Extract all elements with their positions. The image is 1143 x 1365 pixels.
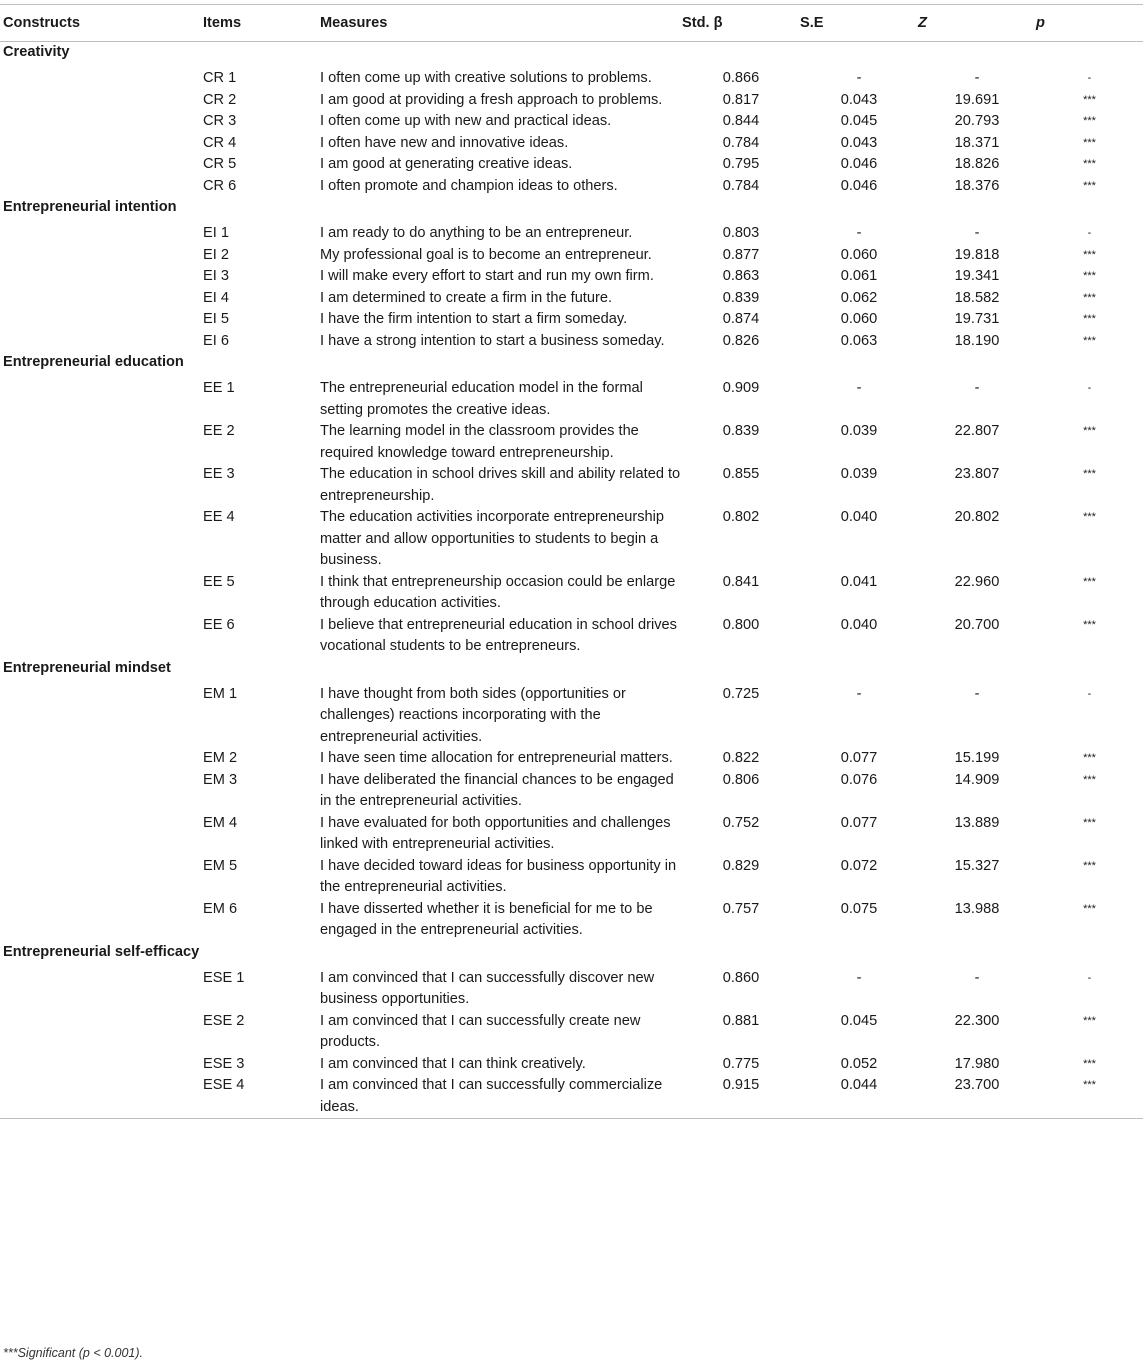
construct-row	[0, 197, 1143, 223]
item-code: EM 5	[203, 857, 238, 874]
table-footnote: ***Significant (p < 0.001).	[3, 1346, 144, 1360]
z-value: 17.980	[954, 1055, 1000, 1072]
z-value: 19.691	[954, 91, 1000, 108]
se-value: -	[856, 225, 862, 241]
std-beta-value: 0.752	[722, 814, 760, 831]
z-value: 20.802	[954, 509, 1000, 525]
z-value: -	[974, 225, 980, 241]
construct-cell	[0, 133, 203, 155]
z-value: -	[974, 70, 980, 86]
item-code: CR 4	[203, 134, 237, 151]
measure-text: I have evaluated for both opportunities and challenges linked with entrepreneurial activities.	[320, 814, 671, 852]
item-code: EM 6	[203, 900, 238, 917]
std-beta-value: 0.803	[722, 225, 760, 241]
item-code: CR 6	[203, 177, 237, 194]
p-value: ***	[1083, 158, 1096, 170]
header-z: Z	[918, 5, 1036, 42]
measure-text: I have disserted whether it is beneficial for me to be engaged in the entrepreneurial activities.	[320, 900, 653, 938]
std-beta-value: 0.839	[722, 289, 760, 306]
table-body	[0, 42, 1143, 1119]
p-value: ***	[1036, 1075, 1143, 1119]
se-value: 0.039	[840, 423, 878, 439]
table-row	[0, 1011, 1143, 1054]
p-value: ***	[1083, 179, 1096, 192]
table-row	[0, 748, 1143, 770]
se-value: 0.062	[840, 289, 878, 306]
table-row	[0, 813, 1143, 856]
measure-text: I have seen time allocation for entrepreneurial matters.	[320, 750, 673, 766]
measure-text: I believe that entrepreneurial education in school drives vocational students to be entrepreneurs.	[320, 616, 677, 654]
item-code: CR 1	[203, 70, 237, 86]
z-value: 23.700	[918, 1075, 1036, 1119]
construct-name: Entrepreneurial education	[3, 354, 184, 370]
construct-cell	[0, 572, 203, 615]
table-row	[0, 245, 1143, 267]
construct-cell	[0, 331, 203, 353]
p-value: ***	[1083, 1014, 1096, 1027]
se-value: 0.043	[840, 91, 878, 108]
item-code: EE 1	[203, 380, 235, 396]
measure-text: I often have new and innovative ideas.	[320, 134, 569, 151]
construct-cell	[0, 770, 203, 813]
measure-text: I am convinced that I can think creatively.	[320, 1055, 586, 1072]
header-row	[0, 5, 1143, 42]
se-value: -	[856, 70, 862, 86]
std-beta-value: 0.826	[722, 332, 760, 349]
header-se: S.E	[800, 5, 918, 42]
item-code: CR 2	[203, 91, 237, 108]
measure-text: My professional goal is to become an entrepreneur.	[320, 246, 652, 263]
construct-cell	[0, 309, 203, 331]
table-row	[0, 856, 1143, 899]
item-code: EE 5	[203, 573, 235, 590]
std-beta-value: 0.844	[722, 113, 760, 129]
item-code: EE 3	[203, 466, 235, 482]
z-value: 20.700	[954, 616, 1000, 633]
item-code: EE 4	[203, 509, 235, 525]
table-row	[0, 684, 1143, 749]
std-beta-value: 0.915	[682, 1075, 800, 1119]
item-code: ESE 4	[203, 1075, 320, 1119]
construct-cell	[0, 813, 203, 856]
table-row	[0, 899, 1143, 942]
measure-text: The learning model in the classroom provides the required knowledge toward entrepreneurship.	[320, 423, 639, 461]
std-beta-value: 0.877	[722, 246, 760, 263]
p-value: -	[1087, 382, 1092, 394]
table-row	[0, 615, 1143, 658]
construct-cell	[0, 111, 203, 133]
z-value: -	[974, 969, 980, 986]
measure-text: I have the firm intention to start a firm someday.	[320, 311, 628, 327]
se-value: 0.052	[840, 1055, 878, 1072]
measure-text: I am good at generating creative ideas.	[320, 156, 573, 172]
z-value: 18.582	[954, 289, 1000, 306]
table-row	[0, 1054, 1143, 1076]
construct-cell	[0, 68, 203, 90]
construct-row	[0, 658, 1143, 684]
construct-cell	[0, 378, 203, 421]
table-row	[0, 111, 1143, 133]
table-row	[0, 90, 1143, 112]
se-value: 0.040	[840, 616, 878, 633]
se-value: 0.063	[840, 332, 878, 349]
construct-name: Creativity	[3, 44, 70, 60]
std-beta-value: 0.784	[722, 134, 760, 151]
std-beta-value: 0.866	[722, 70, 760, 86]
table-row	[0, 288, 1143, 310]
p-value: ***	[1083, 313, 1096, 325]
p-value: ***	[1083, 773, 1096, 786]
construct-cell	[0, 245, 203, 267]
z-value: 19.341	[954, 268, 1000, 284]
item-code: ESE 2	[203, 1012, 245, 1029]
z-value: 19.731	[954, 311, 1000, 327]
z-value: 22.300	[954, 1012, 1000, 1029]
item-code: CR 5	[203, 156, 237, 172]
header-p: p	[1036, 5, 1143, 42]
item-code: EI 3	[203, 268, 229, 284]
header-items: Items	[203, 5, 320, 42]
z-value: 18.190	[954, 332, 1000, 349]
p-value: ***	[1083, 291, 1096, 304]
construct-cell	[0, 856, 203, 899]
std-beta-value: 0.784	[722, 177, 760, 194]
construct-cell	[0, 1075, 203, 1119]
construct-cell	[0, 899, 203, 942]
z-value: 23.807	[954, 466, 1000, 482]
z-value: 22.807	[954, 423, 1000, 439]
measure-text: The entrepreneurial education model in the formal setting promotes the creative ideas.	[320, 380, 643, 418]
std-beta-value: 0.795	[722, 156, 760, 172]
se-value: 0.072	[840, 857, 878, 874]
z-value: 18.826	[954, 156, 1000, 172]
se-value: 0.046	[840, 177, 878, 194]
std-beta-value: 0.725	[722, 685, 760, 702]
measure-text: I am convinced that I can successfully commercialize ideas.	[320, 1075, 682, 1119]
std-beta-value: 0.802	[722, 509, 760, 525]
p-value: ***	[1083, 115, 1096, 127]
z-value: 22.960	[954, 573, 1000, 590]
construct-cell	[0, 1011, 203, 1054]
construct-cell	[0, 288, 203, 310]
construct-cell	[0, 464, 203, 507]
std-beta-value: 0.841	[722, 573, 760, 590]
construct-name: Entrepreneurial intention	[3, 199, 177, 215]
item-code: EI 1	[203, 225, 229, 241]
table-row	[0, 154, 1143, 176]
construct-row	[0, 942, 1143, 968]
item-code: EI 2	[203, 246, 229, 263]
table-row	[0, 1075, 1143, 1119]
measure-text: I have decided toward ideas for business opportunity in the entrepreneurial activities.	[320, 857, 677, 895]
z-value: 15.327	[954, 857, 1000, 874]
construct-cell	[0, 615, 203, 658]
std-beta-value: 0.839	[722, 423, 760, 439]
construct-cell	[0, 90, 203, 112]
construct-row	[0, 352, 1143, 378]
table-row	[0, 378, 1143, 421]
p-value: ***	[1083, 618, 1096, 631]
p-value: ***	[1083, 752, 1096, 764]
header-measures: Measures	[320, 5, 682, 42]
std-beta-value: 0.822	[722, 750, 760, 766]
measure-text: I will make every effort to start and run my own firm.	[320, 268, 654, 284]
z-value: 18.376	[954, 177, 1000, 194]
item-code: EI 5	[203, 311, 229, 327]
construct-cell	[0, 223, 203, 245]
construct-cell	[0, 684, 203, 749]
se-value: 0.045	[840, 113, 878, 129]
se-value: 0.060	[840, 311, 878, 327]
construct-cell	[0, 748, 203, 770]
std-beta-value: 0.860	[722, 969, 760, 986]
se-value: 0.061	[840, 268, 878, 284]
item-code: ESE 3	[203, 1055, 245, 1072]
measure-text: The education activities incorporate entrepreneurship matter and allow opportunities to students to begin a business.	[320, 509, 664, 568]
z-value: 18.371	[954, 134, 1000, 151]
se-value: 0.040	[840, 509, 878, 525]
se-value: 0.044	[800, 1075, 918, 1119]
se-value: 0.060	[840, 246, 878, 263]
table-row	[0, 309, 1143, 331]
p-value: ***	[1083, 859, 1096, 872]
p-value: -	[1087, 72, 1092, 84]
measure-text: I have deliberated the financial chances to be engaged in the entrepreneurial activities.	[320, 771, 674, 809]
z-value: 19.818	[954, 246, 1000, 263]
item-code: EM 1	[203, 685, 238, 702]
table-row	[0, 331, 1143, 353]
measure-text: I often promote and champion ideas to others.	[320, 177, 618, 194]
table-row	[0, 421, 1143, 464]
construct-name: Entrepreneurial mindset	[3, 659, 171, 676]
se-value: 0.046	[840, 156, 878, 172]
p-value: ***	[1083, 1057, 1096, 1070]
table-row	[0, 266, 1143, 288]
item-code: EE 6	[203, 616, 235, 633]
table-row	[0, 770, 1143, 813]
table-row	[0, 572, 1143, 615]
p-value: ***	[1083, 468, 1096, 480]
p-value: ***	[1083, 93, 1096, 106]
p-value: ***	[1083, 425, 1096, 437]
se-value: 0.077	[840, 750, 878, 766]
construct-cell	[0, 266, 203, 288]
table-row	[0, 507, 1143, 572]
se-value: -	[856, 685, 862, 702]
item-code: EM 4	[203, 814, 238, 831]
std-beta-value: 0.909	[722, 380, 760, 396]
se-value: 0.045	[840, 1012, 878, 1029]
p-value: -	[1087, 971, 1092, 984]
se-value: 0.041	[840, 573, 878, 590]
std-beta-value: 0.829	[722, 857, 760, 874]
header-std-beta: Std. β	[682, 5, 800, 42]
table-row	[0, 176, 1143, 198]
construct-row	[0, 42, 1143, 69]
table-row	[0, 223, 1143, 245]
se-value: 0.075	[840, 900, 878, 917]
construct-cell	[0, 1054, 203, 1076]
p-value: ***	[1083, 575, 1096, 588]
p-value: ***	[1083, 511, 1096, 523]
std-beta-value: 0.817	[722, 91, 760, 108]
std-beta-value: 0.863	[722, 268, 760, 284]
std-beta-value: 0.881	[722, 1012, 760, 1029]
se-value: 0.076	[840, 771, 878, 788]
p-value: ***	[1083, 270, 1096, 282]
item-code: EM 3	[203, 771, 238, 788]
header-constructs: Constructs	[0, 5, 203, 42]
se-value: 0.043	[840, 134, 878, 151]
construct-cell	[0, 176, 203, 198]
z-value: 13.889	[954, 814, 1000, 831]
z-value: 20.793	[954, 113, 1000, 129]
construct-cell	[0, 968, 203, 1011]
z-value: 15.199	[954, 750, 1000, 766]
z-value: 13.988	[954, 900, 1000, 917]
item-code: EI 4	[203, 289, 229, 306]
measure-text: I have a strong intention to start a business someday.	[320, 332, 665, 349]
loadings-table	[0, 4, 1143, 1119]
std-beta-value: 0.757	[722, 900, 760, 917]
p-value: ***	[1083, 334, 1096, 347]
se-value: -	[856, 380, 862, 396]
se-value: 0.039	[840, 466, 878, 482]
table-row	[0, 968, 1143, 1011]
z-value: 14.909	[954, 771, 1000, 788]
item-code: CR 3	[203, 113, 237, 129]
std-beta-value: 0.800	[722, 616, 760, 633]
p-value: ***	[1083, 248, 1096, 261]
item-code: EM 2	[203, 750, 238, 766]
z-value: -	[974, 380, 980, 396]
construct-name: Entrepreneurial self-efficacy	[3, 943, 200, 960]
std-beta-value: 0.775	[722, 1055, 760, 1072]
p-value: ***	[1083, 816, 1096, 829]
construct-cell	[0, 154, 203, 176]
measure-text: I am convinced that I can successfully discover new business opportunities.	[320, 969, 655, 1007]
table-row	[0, 464, 1143, 507]
measure-text: I often come up with new and practical ideas.	[320, 113, 612, 129]
table-row	[0, 68, 1143, 90]
p-value: -	[1087, 687, 1092, 700]
p-value: ***	[1083, 136, 1096, 149]
item-code: ESE 1	[203, 969, 245, 986]
measure-text: I think that entrepreneurship occasion could be enlarge through education activities.	[320, 573, 676, 611]
measure-text: I am determined to create a firm in the future.	[320, 289, 613, 306]
z-value: -	[974, 685, 980, 702]
std-beta-value: 0.874	[722, 311, 760, 327]
measure-text: I have thought from both sides (opportunities or challenges) reactions incorporating with the entrepreneurial activities.	[320, 685, 626, 745]
std-beta-value: 0.855	[722, 466, 760, 482]
se-value: 0.077	[840, 814, 878, 831]
table-row	[0, 133, 1143, 155]
construct-cell	[0, 421, 203, 464]
se-value: -	[856, 969, 862, 986]
std-beta-value: 0.806	[722, 771, 760, 788]
measure-text: I am convinced that I can successfully create new products.	[320, 1012, 641, 1050]
measure-text: I often come up with creative solutions to problems.	[320, 70, 652, 86]
measure-text: The education in school drives skill and ability related to entrepreneurship.	[320, 466, 681, 504]
measure-text: I am ready to do anything to be an entrepreneur.	[320, 225, 633, 241]
p-value: -	[1087, 227, 1092, 239]
item-code: EE 2	[203, 423, 235, 439]
item-code: EI 6	[203, 332, 229, 349]
measure-text: I am good at providing a fresh approach to problems.	[320, 91, 663, 108]
construct-cell	[0, 507, 203, 572]
p-value: ***	[1083, 902, 1096, 915]
